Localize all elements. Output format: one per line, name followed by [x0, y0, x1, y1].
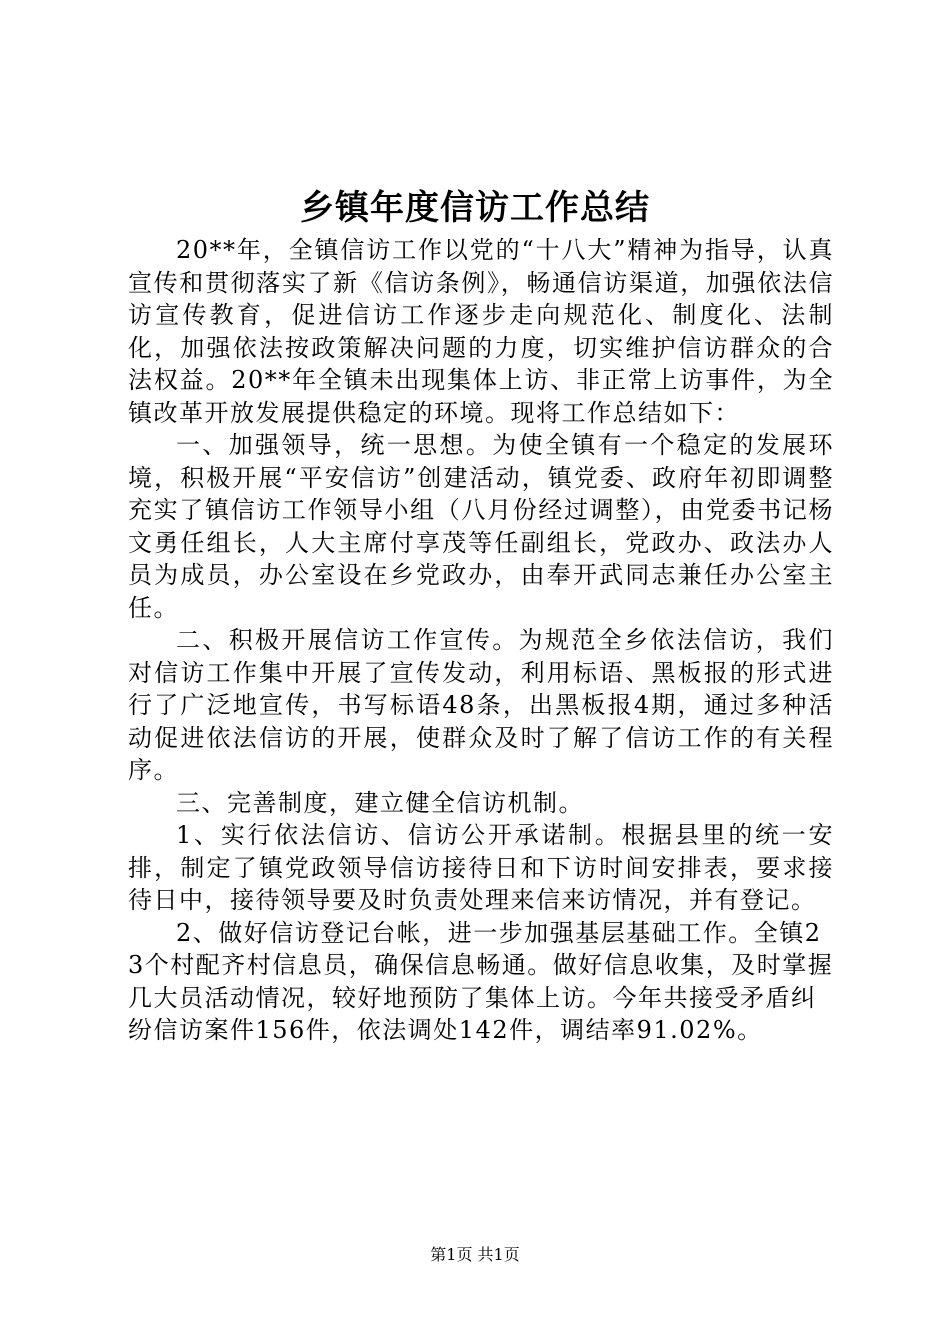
- paragraph-leadership: 一、加强领导，统一思想。为使全镇有一个稳定的发展环境，积极开展“平安信访”创建活动，镇党委、政府年初即调整充实了镇信访工作领导小组（八月份经过调整），由党委书记杨文勇任组长，人大主席付享茂等任副组长，党政办、政法办人员为成员，办公室设在乡党政办，由奉开武同志兼任办公室主任。: [128, 431, 834, 622]
- paragraph-commitment: 1、实行依法信访、信访公开承诺制。根据县里的统一安排，制定了镇党政领导信访接待日和下访时间安排表，要求接待日中，接待领导要及时负责处理来信来访情况，并有登记。: [128, 821, 834, 914]
- document-title: 乡镇年度信访工作总结: [300, 188, 650, 228]
- paragraph-intro: 20**年，全镇信访工作以党的“十八大”精神为指导，认真宣传和贯彻落实了新《信访条例》，畅通信访渠道，加强依法信访宣传教育，促进信访工作逐步走向规范化、制度化、法制化，加强依法按政策解决问题的力度，切实维护信访群众的合法权益。20**年全镇未出现集体上访、非正常上访事件，为全镇改革开放发展提供稳定的环境。现将工作总结如下：: [128, 236, 834, 427]
- paragraph-system-heading: 三、完善制度，建立健全信访机制。: [176, 788, 584, 817]
- paragraph-publicity: 二、积极开展信访工作宣传。为规范全乡依法信访，我们对信访工作集中开展了宣传发动，利用标语、黑板报的形式进行了广泛地宣传，书写标语48条，出黑板报4期，通过多种活动促进依法信访的开展，使群众及时了解了信访工作的有关程序。: [128, 626, 834, 784]
- page-number-footer: 第1页 共1页: [430, 1245, 520, 1264]
- paragraph-registration: 2、做好信访登记台帐，进一步加强基层基础工作。全镇23个村配齐村信息员，确保信息畅通。做好信息收集，及时掌握几大员活动情况，较好地预防了集体上访。今年共接受矛盾纠纷信访案件156件，依法调处142件，调结率91.02%。: [128, 918, 834, 1044]
- document-body: [128, 234, 834, 1047]
